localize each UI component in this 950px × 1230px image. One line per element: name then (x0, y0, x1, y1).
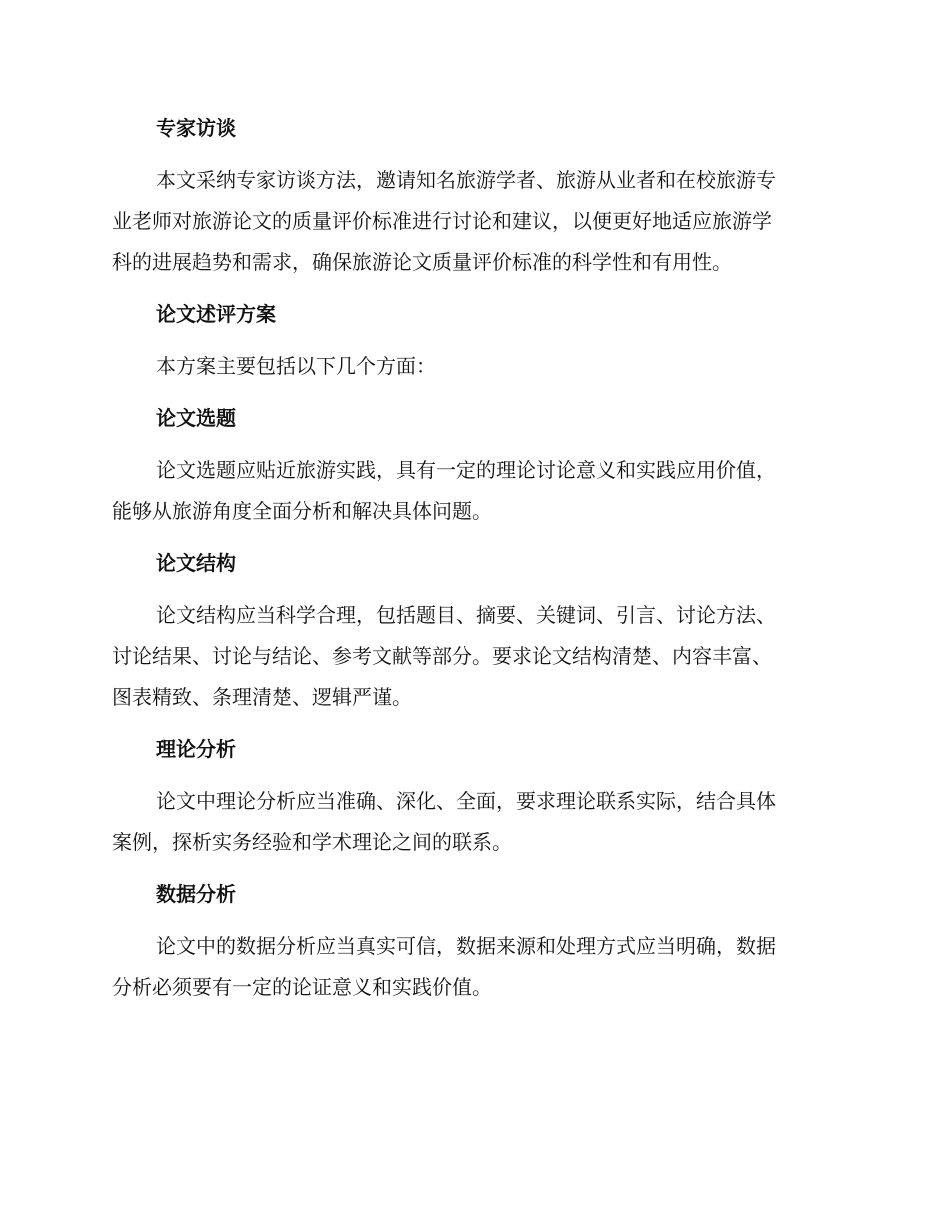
section-expert-interview (112, 108, 832, 283)
paragraph-line: 分析必须要有一定的论证意义和实践价值。 (112, 975, 492, 999)
paragraph-line: 科的进展趋势和需求，确保旅游论文质量评价标准的科学性和有用性。 (112, 250, 732, 274)
section-paragraph (112, 346, 832, 387)
section-paragraph (112, 595, 832, 718)
paragraph-line: 本方案主要包括以下几个方面： (156, 354, 436, 378)
section-heading: 数据分析 (156, 882, 236, 906)
section-paragraph (112, 160, 832, 283)
paragraph-line: 论文选题应贴近旅游实践，具有一定的理论讨论意义和实践应用价值， (156, 458, 776, 482)
section-paper-structure (112, 543, 832, 718)
section-paragraph (112, 781, 832, 863)
paragraph-line: 论文中理论分析应当准确、深化、全面，要求理论联系实际，结合具体 (156, 789, 776, 813)
section-heading: 论文选题 (156, 406, 236, 430)
document-content (112, 108, 832, 1019)
paragraph-line: 论文中的数据分析应当真实可信，数据来源和处理方式应当明确，数据 (156, 934, 776, 958)
section-topic-selection (112, 398, 832, 532)
section-heading: 专家访谈 (156, 116, 236, 140)
section-theory-analysis (112, 729, 832, 863)
paragraph-line: 业老师对旅游论文的质量评价标准进行讨论和建议，以便更好地适应旅游学 (112, 209, 772, 233)
section-heading: 论文结构 (156, 551, 236, 575)
paragraph-line: 能够从旅游角度全面分析和解决具体问题。 (112, 499, 492, 523)
section-heading: 理论分析 (156, 737, 236, 761)
section-data-analysis (112, 874, 832, 1008)
paragraph-line: 讨论结果、讨论与结论、参考文献等部分。要求论文结构清楚、内容丰富、 (112, 644, 772, 668)
section-paragraph (112, 450, 832, 532)
section-review-plan (112, 294, 832, 387)
paragraph-line: 案例，探析实务经验和学术理论之间的联系。 (112, 830, 512, 854)
paragraph-line: 本文采纳专家访谈方法，邀请知名旅游学者、旅游从业者和在校旅游专 (156, 168, 776, 192)
section-heading: 论文述评方案 (156, 302, 276, 326)
paragraph-line: 图表精致、条理清楚、逻辑严谨。 (112, 685, 412, 709)
section-paragraph (112, 926, 832, 1008)
paragraph-line: 论文结构应当科学合理，包括题目、摘要、关键词、引言、讨论方法、 (156, 603, 776, 627)
